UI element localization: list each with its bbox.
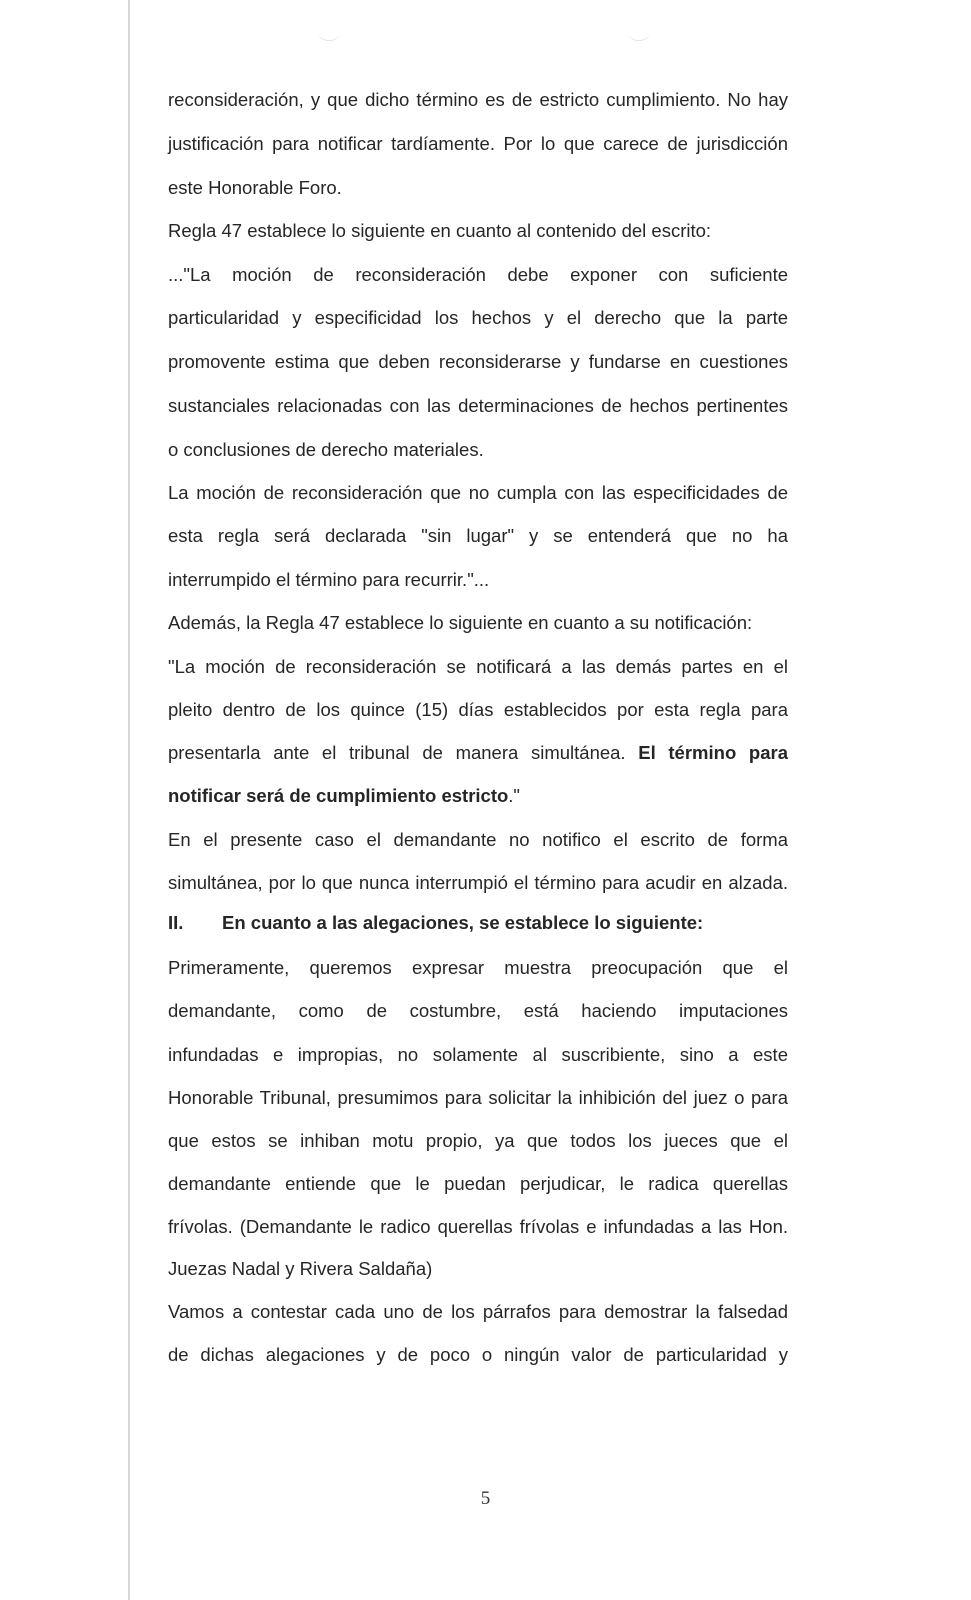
text-line: Juezas Nadal y Rivera Saldaña) — [168, 1258, 433, 1279]
text-run: presentarla ante el tribunal de manera simultánea. — [168, 742, 626, 763]
text-line: infundadas e impropias, no solamente al suscribiente, sino a este — [168, 1044, 788, 1065]
page-number: 5 — [480, 1488, 491, 1509]
emphasis-text: notificar será de cumplimiento estricto — [168, 785, 509, 806]
text-line: simultánea, por lo que nunca interrumpió el término para acudir en alzada. — [168, 872, 788, 893]
text-line: Vamos a contestar cada uno de los párrafos para demostrar la falsedad — [168, 1301, 788, 1322]
text-line: que estos se inhiban motu propio, ya que todos los jueces que el — [168, 1130, 788, 1151]
text-line: particularidad y especificidad los hechos y el derecho que la parte — [168, 307, 788, 328]
emphasis-text: El término para — [638, 742, 788, 763]
text-line: "La moción de reconsideración se notificará a las demás partes en el — [168, 656, 788, 677]
left-margin-rule — [128, 0, 130, 1600]
text-line: pleito dentro de los quince (15) días establecidos por esta regla para — [168, 699, 788, 720]
text-run: ." — [508, 785, 520, 806]
text-line: demandante, como de costumbre, está haciendo imputaciones — [168, 1000, 788, 1021]
section-number: II. — [168, 912, 184, 933]
text-line: esta regla será declarada "sin lugar" y se entenderá que no ha — [168, 525, 788, 546]
text-line: sustanciales relacionadas con las determinaciones de hechos pertinentes — [168, 395, 788, 416]
text-line: justificación para notificar tardíamente. Por lo que carece de jurisdicción — [168, 133, 788, 154]
text-line: ..."La moción de reconsideración debe exponer con suficiente — [168, 264, 788, 285]
text-line: reconsideración, y que dicho término es de estricto cumplimiento. No hay — [168, 89, 788, 110]
text-line: interrumpido el término para recurrir."... — [168, 569, 490, 590]
text-line: este Honorable Foro. — [168, 177, 342, 198]
text-line: de dichas alegaciones y de poco o ningún valor de particularidad y — [168, 1344, 788, 1365]
text-line: En el presente caso el demandante no notifico el escrito de forma — [168, 829, 788, 850]
scan-artifact — [318, 30, 340, 41]
section-heading: En cuanto a las alegaciones, se establece lo siguiente: — [222, 912, 704, 933]
text-line: promovente estima que deben reconsiderarse y fundarse en cuestiones — [168, 351, 788, 372]
text-line: Regla 47 establece lo siguiente en cuanto al contenido del escrito: — [168, 220, 712, 241]
text-line: La moción de reconsideración que no cumpla con las especificidades de — [168, 482, 788, 503]
text-line — [168, 741, 788, 765]
text-line: Honorable Tribunal, presumimos para solicitar la inhibición del juez o para — [168, 1087, 788, 1108]
text-line: frívolas. (Demandante le radico querellas frívolas e infundadas a las Hon. — [168, 1216, 788, 1237]
scan-artifact — [628, 30, 650, 41]
text-line: o conclusiones de derecho materiales. — [168, 439, 484, 460]
text-line: Primeramente, queremos expresar muestra preocupación que el — [168, 957, 788, 978]
text-line: Además, la Regla 47 establece lo siguiente en cuanto a su notificación: — [168, 612, 753, 633]
text-line — [168, 784, 788, 808]
text-line: demandante entiende que le puedan perjudicar, le radica querellas — [168, 1173, 788, 1194]
